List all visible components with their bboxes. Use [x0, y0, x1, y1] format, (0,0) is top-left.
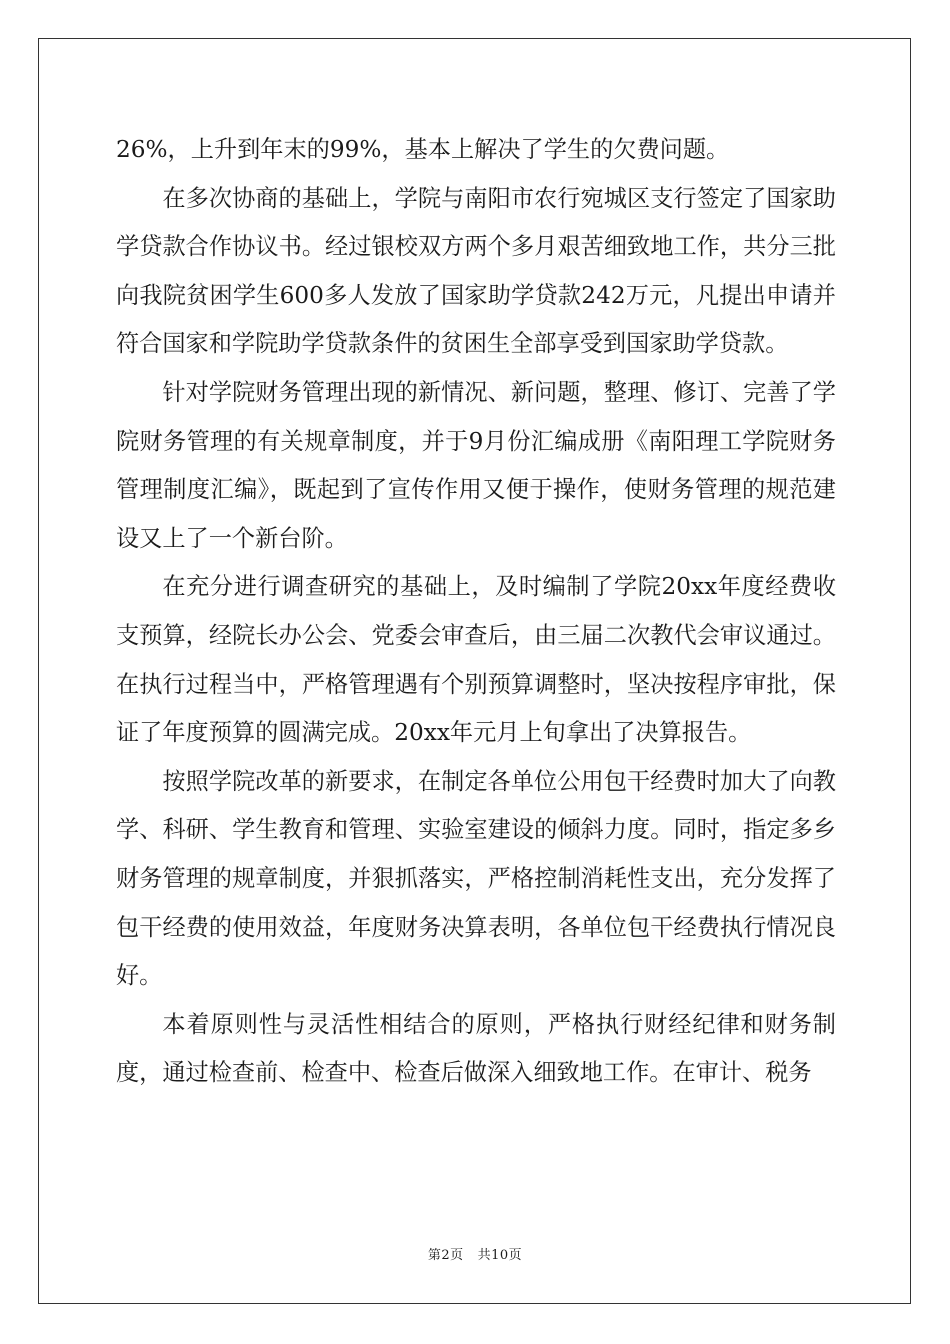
paragraph-5: 按照学院改革的新要求，在制定各单位公用包干经费时加大了向教学、科研、学生教育和管理、实验室建设的倾斜力度。同时，指定多乡财务管理的规章制度，并狠抓落实，严格控制消耗性支出，充分发挥了包干经费的使用效益，年度财务决算表明，各单位包干经费执行情况良好。	[116, 767, 836, 990]
page-total: 共10页	[477, 1248, 523, 1263]
paragraph-3: 针对学院财务管理出现的新情况、新问题，整理、修订、完善了学院财务管理的有关规章制度，并于9月份汇编成册《南阳理工学院财务管理制度汇编》，既起到了宣传作用又便于操作，使财务管理的规范建设又上了一个新台阶。	[116, 378, 836, 552]
paragraph-2: 在多次协商的基础上，学院与南阳市农行宛城区支行签定了国家助学贷款合作协议书。经过银校双方两个多月艰苦细致地工作，共分三批向我院贫困学生600多人发放了国家助学贷款242万元，凡提出申请并符合国家和学院助学贷款条件的贫困生全部享受到国家助学贷款。	[116, 184, 836, 358]
paragraph-4: 在充分进行调查研究的基础上，及时编制了学院20xx年度经费收支预算，经院长办公会、党委会审查后，由三届二次教代会审议通过。在执行过程当中，严格管理遇有个别预算调整时，坚决按程序审批，保证了年度预算的圆满完成。20xx年元月上旬拿出了决算报告。	[116, 573, 837, 747]
paragraph-6: 本着原则性与灵活性相结合的原则，严格执行财经纪律和财务制度，通过检查前、检查中、检查后做深入细致地工作。在审计、税务	[116, 1010, 836, 1087]
page-number: 第2页	[427, 1248, 464, 1263]
document-body	[116, 126, 836, 1098]
page-footer	[0, 1244, 950, 1263]
paragraph-1: 26%，上升到年末的99%，基本上解决了学生的欠费问题。	[116, 136, 730, 163]
